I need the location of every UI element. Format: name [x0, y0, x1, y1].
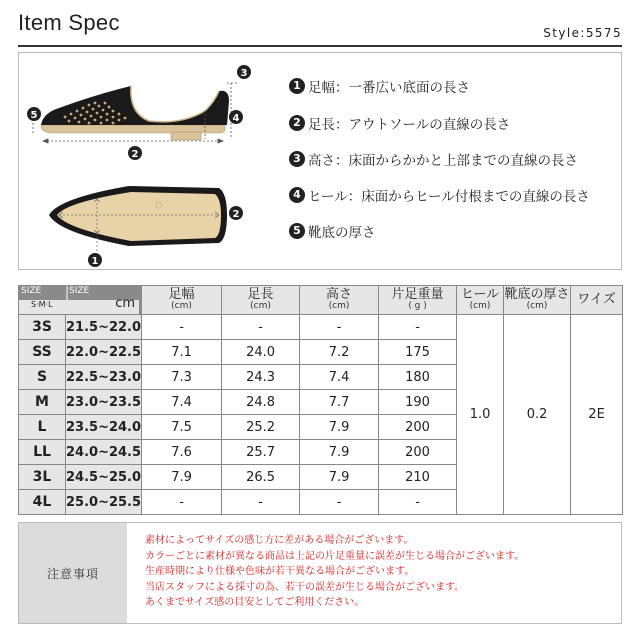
value-cell: 190	[379, 390, 457, 415]
length-cell: 24.0~24.5	[66, 440, 142, 465]
length-cell: 22.0~22.5	[66, 340, 142, 365]
length-cell: 23.5~24.0	[66, 415, 142, 440]
col-header-width: 足幅 (cm)	[142, 286, 222, 315]
callout-1	[88, 253, 102, 267]
length-cell: 24.5~25.0	[66, 465, 142, 490]
value-cell: 7.7	[300, 390, 379, 415]
size-cell: L	[19, 415, 66, 440]
svg-text:1: 1	[91, 256, 99, 267]
size-cell: LL	[19, 440, 66, 465]
corner-label-cm: cm	[115, 296, 136, 311]
value-cell: 7.9	[142, 465, 222, 490]
value-cell: 7.1	[142, 340, 222, 365]
size-cell: 3L	[19, 465, 66, 490]
value-cell: 25.7	[222, 440, 300, 465]
svg-text:3: 3	[240, 68, 248, 79]
note-text: 靴底の厚さ	[308, 225, 376, 241]
value-cell: 175	[379, 340, 457, 365]
value-cell: -	[300, 490, 379, 515]
callout-4	[229, 110, 243, 124]
col-header-length: 足長 (cm)	[222, 286, 300, 315]
caution-line: 生産時期により仕様や色味が若干異なる場合がございます。	[145, 566, 415, 577]
value-cell: 7.9	[300, 415, 379, 440]
caution-label: 注意事項	[19, 523, 127, 623]
value-cell: 25.2	[222, 415, 300, 440]
note-item	[289, 113, 510, 133]
table-corner-header	[19, 286, 142, 315]
corner-label-size: SIZE	[21, 286, 42, 296]
value-cell: 26.5	[222, 465, 300, 490]
number-badge-icon: 1	[289, 78, 305, 94]
svg-text:2: 2	[232, 209, 240, 220]
shoe-side-view	[27, 65, 251, 160]
number-badge-icon: 3	[289, 151, 305, 167]
length-cell: 23.0~23.5	[66, 390, 142, 415]
caution-line: あくまでサイズ感の目安としてご利用ください。	[145, 597, 365, 608]
value-cell: 7.3	[142, 365, 222, 390]
svg-text:5: 5	[30, 110, 38, 121]
value-cell: 24.0	[222, 340, 300, 365]
callout-3	[237, 65, 251, 79]
caution-line: 素材によってサイズの感じ方に差がある場合がございます。	[145, 535, 414, 546]
value-cell: 7.4	[300, 365, 379, 390]
callout-5	[27, 107, 41, 121]
value-cell: -	[379, 315, 457, 340]
value-cell: -	[142, 315, 222, 340]
value-cell: 200	[379, 415, 457, 440]
value-cell: 24.8	[222, 390, 300, 415]
col-header-sole: 靴底の厚さ (cm)	[504, 286, 571, 315]
caution-box	[18, 522, 622, 624]
note-text: ヒール：床面からヒール付根までの直線の長さ	[308, 189, 590, 205]
note-item	[289, 76, 470, 96]
shoe-heel	[171, 132, 201, 140]
size-table	[18, 285, 623, 515]
style-code: Style:5575	[543, 26, 622, 40]
value-cell: -	[222, 490, 300, 515]
wise-shared-cell: 2E	[571, 315, 623, 515]
size-cell: SS	[19, 340, 66, 365]
caution-list	[127, 523, 524, 623]
shoe-upper	[41, 86, 229, 125]
note-text: 足長：アウトソールの直線の長さ	[308, 117, 511, 133]
header-divider	[18, 45, 622, 47]
number-badge-icon: 4	[289, 187, 305, 203]
size-cell: M	[19, 390, 66, 415]
note-item	[289, 185, 590, 205]
table-row	[19, 315, 623, 340]
note-item	[289, 221, 376, 241]
value-cell: 7.4	[142, 390, 222, 415]
corner-label-size-cm: SIZE	[69, 286, 90, 296]
length-cell: 25.0~25.5	[66, 490, 142, 515]
value-cell: -	[142, 490, 222, 515]
note-text: 足幅：一番広い底面の長さ	[308, 80, 470, 96]
value-cell: 7.6	[142, 440, 222, 465]
number-badge-icon: 5	[289, 223, 305, 239]
length-cell: 21.5~22.0	[66, 315, 142, 340]
caution-line: 当店スタッフによる採寸の為、若干の誤差が生じる場合がございます。	[145, 581, 465, 593]
number-badge-icon: 2	[289, 115, 305, 131]
spec-illustration-panel	[18, 52, 622, 270]
page-title: Item Spec	[18, 10, 120, 35]
value-cell: 7.2	[300, 340, 379, 365]
value-cell: -	[379, 490, 457, 515]
value-cell: 7.9	[300, 440, 379, 465]
value-cell: 210	[379, 465, 457, 490]
corner-label-sml: S·M·L	[31, 300, 53, 309]
value-cell: -	[300, 315, 379, 340]
col-header-height: 高さ (cm)	[300, 286, 379, 315]
callout-2	[128, 146, 142, 160]
sole-shared-cell: 0.2	[504, 315, 571, 515]
shoe-top-view	[49, 186, 243, 269]
note-text: 高さ：床面からかかと上部までの直線の長さ	[308, 153, 578, 169]
heel-shared-cell: 1.0	[457, 315, 504, 515]
value-cell: 24.3	[222, 365, 300, 390]
svg-text:2: 2	[131, 149, 139, 160]
size-cell: 3S	[19, 315, 66, 340]
size-cell: 4L	[19, 490, 66, 515]
note-item	[289, 149, 578, 169]
value-cell: 200	[379, 440, 457, 465]
col-header-weight: 片足重量 ( g )	[379, 286, 457, 315]
length-cell: 22.5~23.0	[66, 365, 142, 390]
shoe-illustration	[19, 53, 289, 269]
col-header-wise: ワイズ	[571, 286, 623, 315]
caution-line: カラーごとに素材が異なる商品は上記の片足重量に誤差が生じる場合がございます。	[145, 550, 525, 562]
value-cell: 180	[379, 365, 457, 390]
value-cell: 7.9	[300, 465, 379, 490]
value-cell: 7.5	[142, 415, 222, 440]
col-header-heel: ヒール (cm)	[457, 286, 504, 315]
size-cell: S	[19, 365, 66, 390]
value-cell: -	[222, 315, 300, 340]
table-header-row	[19, 286, 623, 315]
callout-2-top	[229, 206, 243, 220]
svg-text:4: 4	[232, 113, 240, 124]
